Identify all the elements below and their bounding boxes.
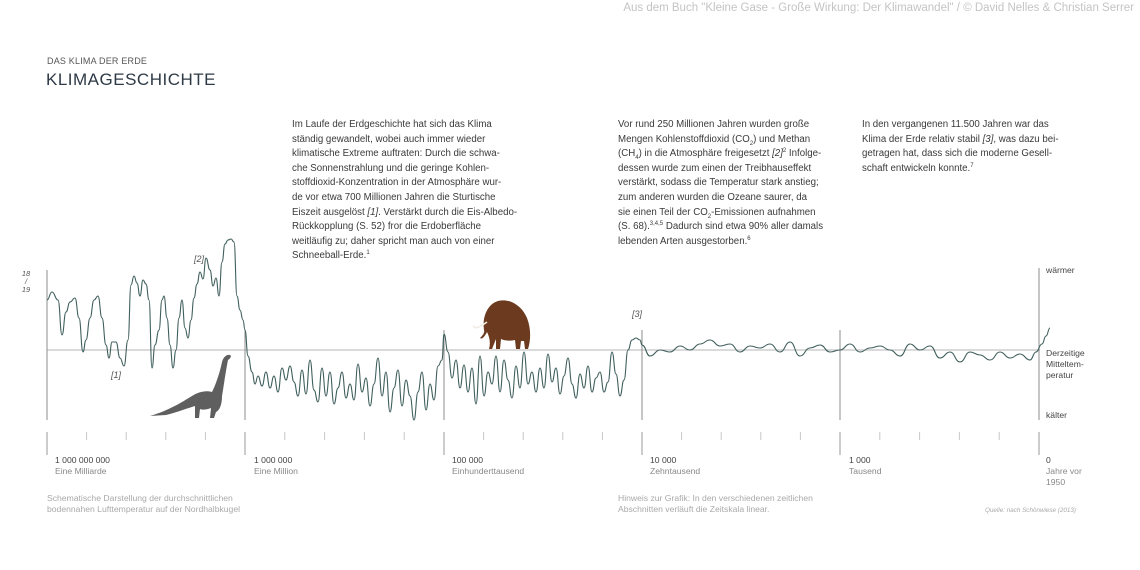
axis-label-thousand — [849, 455, 882, 477]
axis-label-zero — [1046, 455, 1082, 488]
axis-value: 1 000 000 — [254, 455, 293, 465]
axis-name: Jahre vor 1950 — [1046, 466, 1082, 487]
label-colder: kälter — [1046, 410, 1068, 420]
temperature-curve — [47, 239, 1050, 420]
marker-1: [1] — [111, 370, 122, 380]
axis-value: 1 000 000 000 — [55, 455, 110, 465]
paragraph-holocene: In den vergangenen 11.500 Jahren war das Klima der Erde relativ stabil [3], was dazu bei- getragen hat, dass sich die moderne Gesell- schaft entwickeln konnte.$^7$ — [862, 119, 1059, 174]
marker-3: [3] — [632, 309, 643, 319]
axis-value: 100 000 — [452, 455, 484, 465]
label-current-mean: Derzeitige Mitteltem- peratur — [1046, 348, 1085, 380]
temperature-reference-label: 18 / 19 — [21, 269, 31, 294]
axis-ticks — [47, 432, 1039, 455]
source-note: Quelle: nach Schönwiese (2013) — [985, 507, 1077, 514]
axis-name: Einhunderttausend — [452, 466, 525, 476]
paragraph-permian: Vor rund 250 Millionen Jahren wurden große Mengen Kohlenstoffdioxid $(CO_2)$ und Methan $(CH_4)$ in die Atmosphäre freigesetzt $[2]^2$ Infolge- dessen wurde zum einen der Treibhauseffekt verstärkt, sodass die Temperatur stark anstieg; zum anderen wurden die Ozeane saurer, da sie einen Teil der $CO_2$-Emissionen aufnahmen (S. 68).$^{3,4,5}$ Dadurch sind etwa 90% aller damals lebenden Arten ausgestorben.$^6$ — [618, 119, 824, 247]
axis-name: Eine Million — [254, 466, 298, 476]
paragraph-sturtian: Im Laufe der Erdgeschichte hat sich das Klima ständig gewandelt, wobei auch immer wieder klimatische Extreme auftraten: Durch die schwa- che Sonnenstrahlung und die geringe Kohlen- stoffdioxid-Konzentration in der Atmosphäre wur- de vor etwa 700 Millionen Jahren die Sturtische Eiszeit ausgelöst [1]. Verstärkt durch die Eis-Albedo- Rückkopplung (S. 52) fror die Erdoberfläche weitläufig zu; daher spricht man auch von einer Schneeball-Erde.$^1$ — [292, 119, 518, 262]
marker-2: [2] — [194, 254, 205, 264]
footnote-description: Schematische Darstellung der durchschnittlichen bodennahen Lufttemperatur auf der Nordhalbkugel — [47, 493, 241, 514]
dinosaur-icon — [150, 355, 231, 418]
axis-label-ten-thousand — [650, 455, 700, 477]
axis-name: Tausend — [849, 466, 882, 476]
minor-ticks — [87, 432, 1000, 440]
axis-label-million — [254, 455, 298, 477]
footnote-hint: Hinweis zur Grafik: In den verschiedenen zeitlichen Abschnitten verläuft die Zeitskala linear. — [618, 493, 813, 514]
axis-value: 1 000 — [849, 455, 871, 465]
axis-name: Zehntausend — [650, 466, 701, 476]
label-warmer: wärmer — [1046, 265, 1075, 275]
axis-value: 0 — [1046, 455, 1051, 465]
axis-name: Eine Milliarde — [55, 466, 107, 476]
page-title: KLIMAGESCHICHTE — [46, 70, 216, 89]
eyebrow: DAS KLIMA DER ERDE — [47, 56, 148, 66]
axis-label-hundred-thousand — [452, 455, 524, 477]
axis-value: 10 000 — [650, 455, 677, 465]
mammoth-icon — [473, 300, 530, 349]
axis-label-billion — [55, 455, 110, 477]
book-credit: Aus dem Buch "Kleine Gase - Große Wirkung: Der Klimawandel" / © David Nelles & Christian Serrer — [623, 2, 1134, 14]
